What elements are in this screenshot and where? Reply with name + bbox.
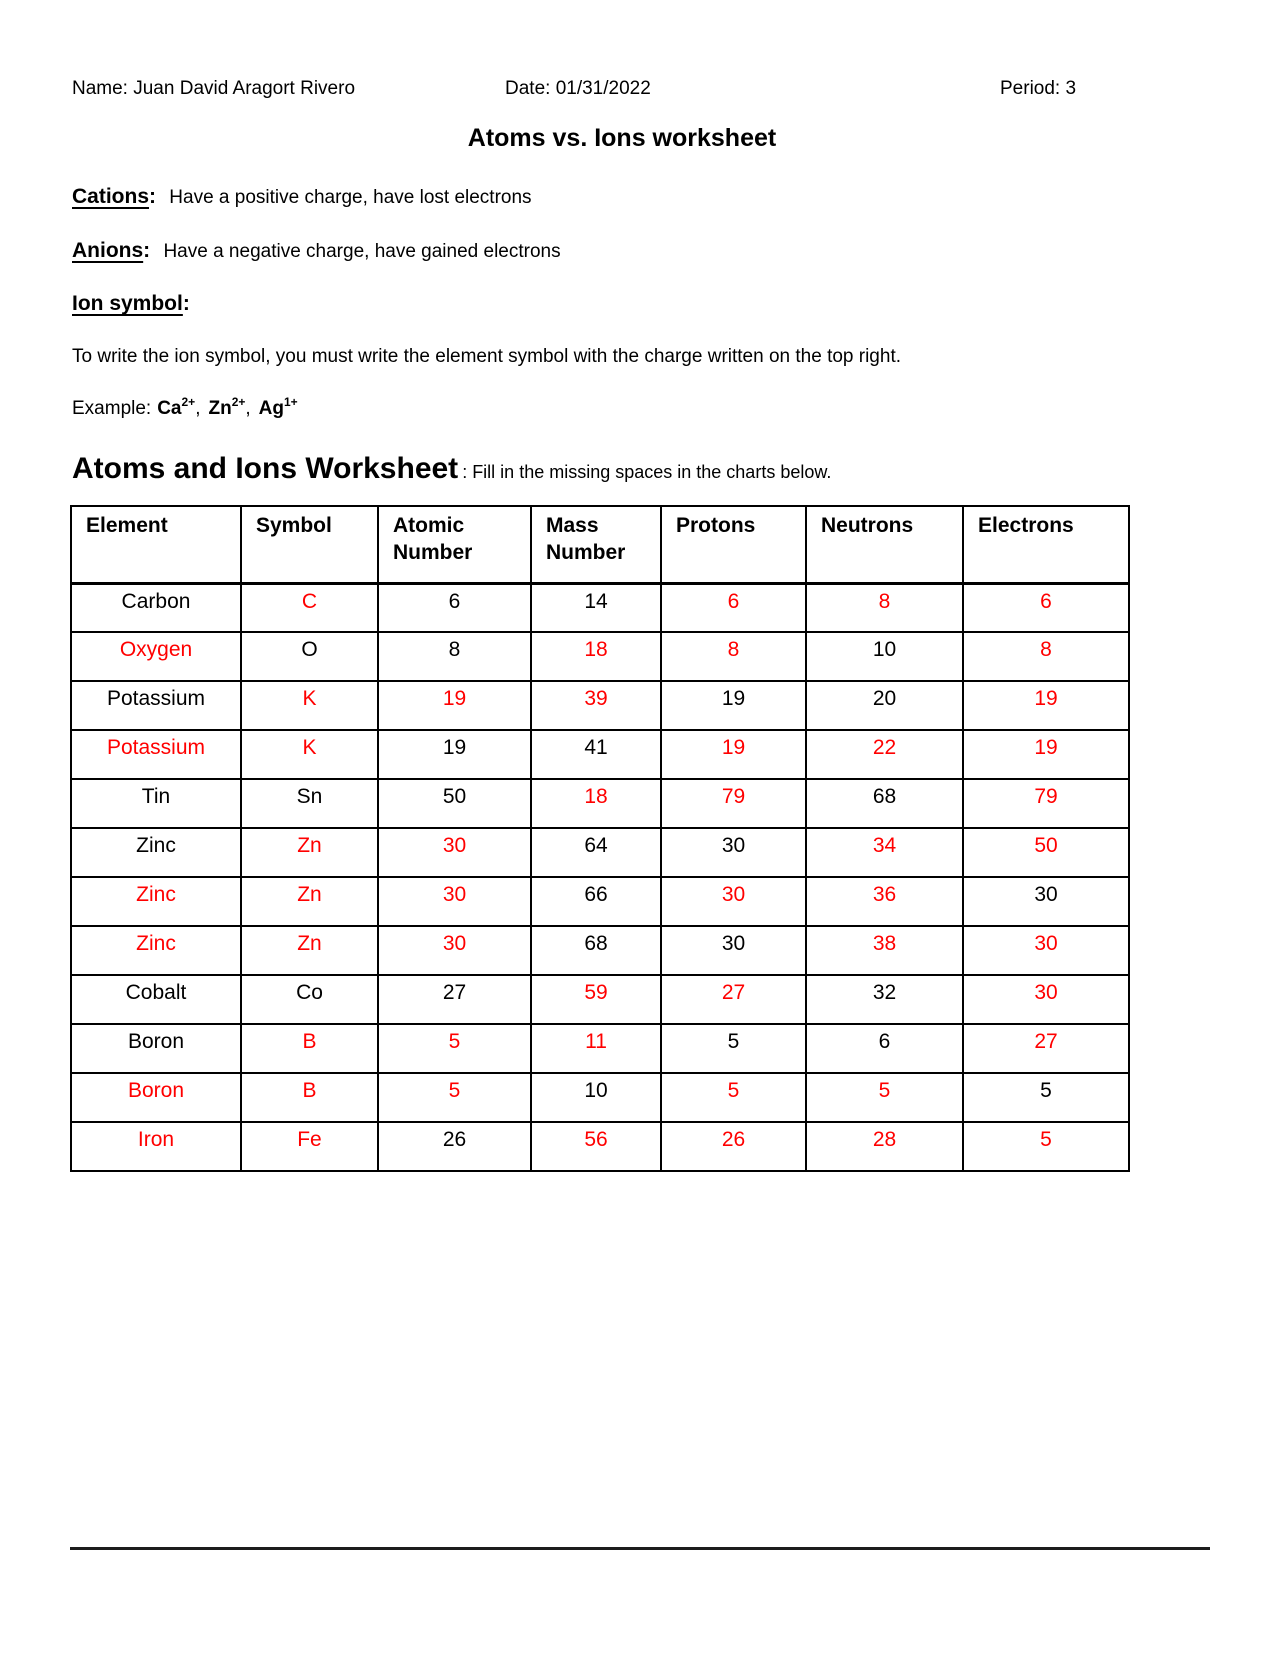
table-cell: K [241,730,378,779]
table-cell: Co [241,975,378,1024]
table-cell: 59 [531,975,661,1024]
column-header-neutrons: Neutrons [806,506,963,583]
table-cell: Tin [71,779,241,828]
table-cell: 30 [378,926,531,975]
table-cell: Fe [241,1122,378,1171]
table-cell: 19 [661,730,806,779]
table-cell: 26 [378,1122,531,1171]
anions-definition [72,239,561,263]
table-cell: 50 [963,828,1129,877]
table-row [71,779,1129,828]
table-cell: Sn [241,779,378,828]
table-row [71,681,1129,730]
table-cell: 19 [378,730,531,779]
example-symbol-zn: Zn [208,398,232,419]
colon: : [143,239,151,262]
table-cell: 64 [531,828,661,877]
table-cell: 5 [378,1024,531,1073]
table-cell: 18 [531,632,661,681]
page-title: Atoms vs. Ions worksheet [467,124,777,152]
ion-symbol-term: Ion symbol: [72,292,190,315]
table-cell: 5 [963,1122,1129,1171]
table-cell: 30 [378,828,531,877]
student-name: Name: Juan David Aragort Rivero [72,78,356,99]
table-cell: 38 [806,926,963,975]
table-row [71,1122,1129,1171]
table-cell: 34 [806,828,963,877]
table-cell: Zn [241,828,378,877]
worksheet-section-heading [72,452,831,486]
table-cell: 5 [661,1073,806,1122]
table-cell: 19 [963,730,1129,779]
table-row [71,877,1129,926]
column-header-symbol: Symbol [241,506,378,583]
table-cell: C [241,583,378,632]
cations-term: Cations: [72,185,157,208]
table-cell: 66 [531,877,661,926]
table-cell: 50 [378,779,531,828]
table-cell: 6 [806,1024,963,1073]
period-field: Period: 3 [1000,78,1077,99]
table-cell: 5 [963,1073,1129,1122]
table-body [71,583,1129,1171]
table-cell: 30 [963,877,1129,926]
table-cell: 19 [378,681,531,730]
table-row [71,975,1129,1024]
table-cell: 30 [963,975,1129,1024]
table-cell: 27 [963,1024,1129,1073]
table-cell: 6 [378,583,531,632]
example-charge-zn: 2+ [231,395,246,409]
example-symbol-ag: Ag [258,398,284,419]
table-cell: 22 [806,730,963,779]
table-cell: 8 [661,632,806,681]
table-cell: Boron [71,1024,241,1073]
column-header-atomic-number: Atomic Number [378,506,531,583]
table-cell: 68 [806,779,963,828]
table-cell: 30 [661,926,806,975]
table-cell: 68 [531,926,661,975]
table-cell: B [241,1024,378,1073]
example-charge-ca: 2+ [181,395,196,409]
column-header-protons: Protons [661,506,806,583]
table-cell: Zn [241,877,378,926]
table-cell: 11 [531,1024,661,1073]
table-cell: 30 [661,877,806,926]
ion-symbol-heading [72,292,190,316]
table-cell: 5 [806,1073,963,1122]
table-cell: 32 [806,975,963,1024]
date-field: Date: 01/31/2022 [505,78,651,99]
table-cell: Zn [241,926,378,975]
table-cell: 5 [378,1073,531,1122]
table-row [71,1073,1129,1122]
table-cell: Potassium [71,681,241,730]
column-header-element: Element [71,506,241,583]
ion-symbol-paragraph: To write the ion symbol, you must write the element symbol with the charge written on the top right. [72,346,901,367]
table-cell: Zinc [71,926,241,975]
table-cell: 14 [531,583,661,632]
table-cell: 27 [378,975,531,1024]
table-cell: 27 [661,975,806,1024]
table-cell: 79 [661,779,806,828]
table-cell: 30 [963,926,1129,975]
table-cell: O [241,632,378,681]
table-row [71,926,1129,975]
table-cell: 79 [963,779,1129,828]
table-cell: B [241,1073,378,1122]
table-cell: 30 [378,877,531,926]
table-cell: 41 [531,730,661,779]
table-cell: Oxygen [71,632,241,681]
table-cell: Zinc [71,828,241,877]
table-cell: 56 [531,1122,661,1171]
table-cell: 8 [963,632,1129,681]
table-cell: 5 [661,1024,806,1073]
table-cell: 10 [806,632,963,681]
table-cell: Boron [71,1073,241,1122]
table-cell: Cobalt [71,975,241,1024]
worksheet-heading-text: Atoms and Ions Worksheet [72,452,459,485]
separator: , [195,398,201,419]
worksheet-table [70,505,1130,1172]
table-row [71,730,1129,779]
table-cell: Zinc [71,877,241,926]
table-cell: 6 [963,583,1129,632]
anions-text: Have a negative charge, have gained electrons [163,241,561,262]
table-cell: 26 [661,1122,806,1171]
table-cell: 19 [661,681,806,730]
table-cell: 6 [661,583,806,632]
table-row [71,1024,1129,1073]
table-cell: Iron [71,1122,241,1171]
table-cell: 18 [531,779,661,828]
column-header-electrons: Electrons [963,506,1129,583]
anions-term: Anions: [72,239,151,262]
table-cell: 19 [963,681,1129,730]
example-charge-ag: 1+ [283,395,298,409]
column-header-mass-number: Mass Number [531,506,661,583]
table-cell: Carbon [71,583,241,632]
table-cell: 36 [806,877,963,926]
cations-definition [72,185,532,209]
table-cell: Potassium [71,730,241,779]
table-row [71,632,1129,681]
example-line [72,395,298,420]
colon: : [182,292,190,315]
table-cell: 28 [806,1122,963,1171]
table-header-row [71,506,1129,583]
table-cell: 8 [378,632,531,681]
cations-text: Have a positive charge, have lost electrons [169,187,532,208]
table-row [71,583,1129,632]
separator: , [245,398,251,419]
table-cell: 10 [531,1073,661,1122]
footer-rule [70,1547,1210,1550]
table-cell: 30 [661,828,806,877]
table-row [71,828,1129,877]
table-cell: 8 [806,583,963,632]
example-label: Example: [72,398,152,419]
table-header [71,506,1129,583]
worksheet-instruction: : Fill in the missing spaces in the charts below. [462,462,832,482]
colon: : [149,185,157,208]
table-cell: K [241,681,378,730]
table-cell: 39 [531,681,661,730]
example-symbol-ca: Ca [157,398,182,419]
table-cell: 20 [806,681,963,730]
